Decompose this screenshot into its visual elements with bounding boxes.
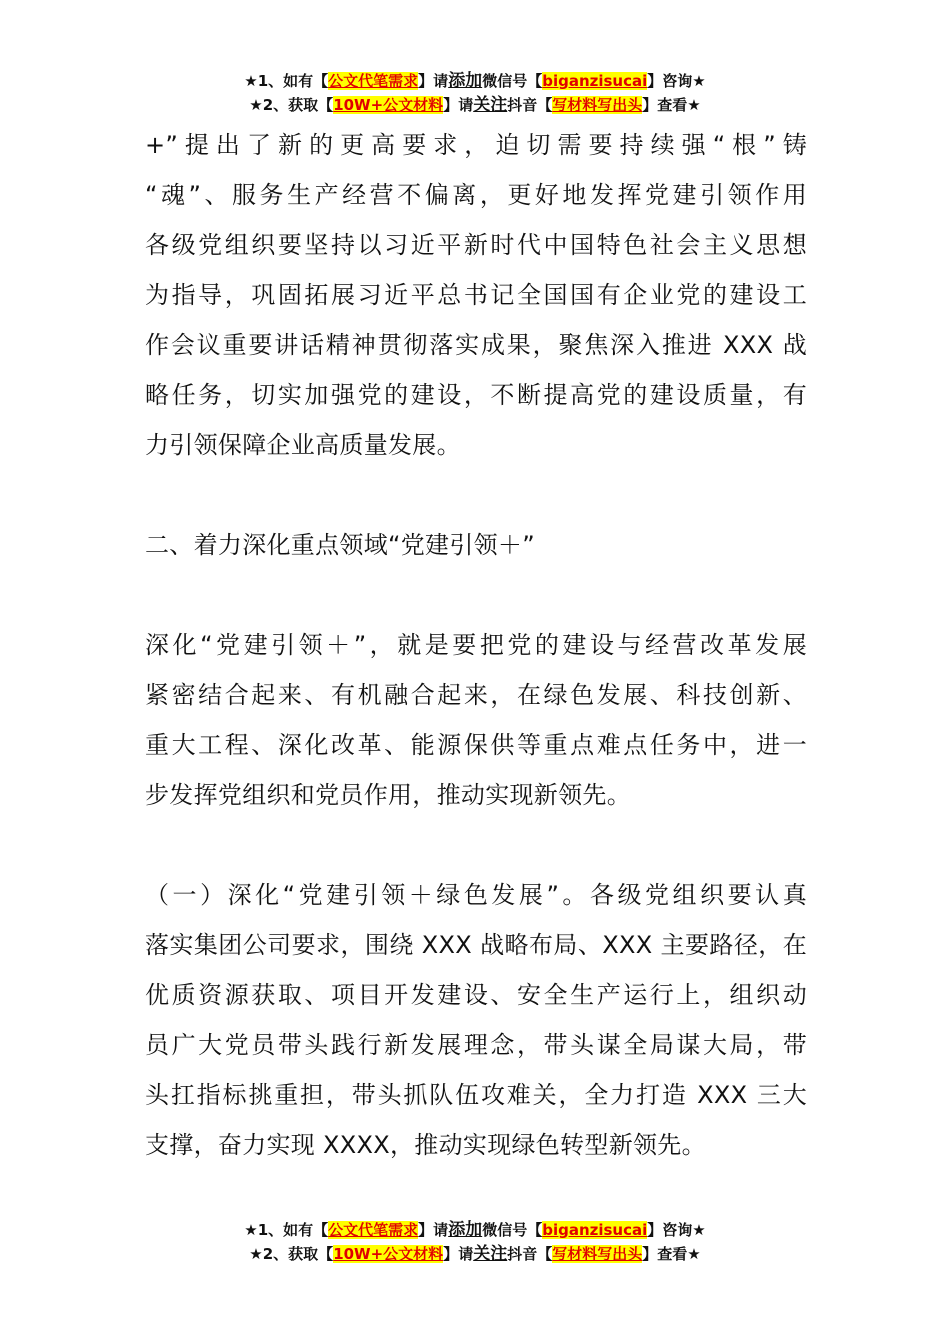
text-line: 二、着力深化重点领域“党建引领＋”: [145, 531, 535, 559]
promo-highlight: 写材料写出头: [552, 96, 643, 114]
paragraph: [145, 870, 807, 1170]
promo-highlight: 公文代笔需求: [328, 1221, 419, 1239]
promo-line-2: [0, 93, 950, 117]
text-line: 紧密结合起来、有机融合起来，在绿色发展、科技创新、: [145, 681, 807, 709]
paragraph: [145, 620, 807, 820]
promo-text: 微信号【: [482, 1221, 543, 1239]
text-line: 重大工程、深化改革、能源保供等重点难点任务中，进一: [145, 731, 807, 759]
paragraph: [145, 120, 807, 470]
text-line: 各级党组织要坚持以习近平新时代中国特色社会主义思想: [145, 231, 807, 259]
promo-highlight: biganzisucai: [542, 1221, 648, 1239]
promo-text: ★2、获取【: [249, 96, 334, 114]
promo-banner-bottom: [0, 1218, 950, 1266]
promo-text: 】请: [418, 72, 449, 90]
promo-underline: 关注: [473, 1244, 508, 1264]
promo-line-2: [0, 1242, 950, 1266]
text-line: 支撑，奋力实现 XXXX，推动实现绿色转型新领先。: [145, 1131, 706, 1159]
promo-line-1: [0, 69, 950, 93]
text-line: 头扛指标挑重担，带头抓队伍攻难关，全力打造 XXX 三大: [145, 1081, 807, 1109]
promo-text: 】请: [418, 1221, 449, 1239]
promo-text: 微信号【: [482, 72, 543, 90]
text-line: 落实集团公司要求，围绕 XXX 战略布局、XXX 主要路径，在: [145, 931, 807, 959]
promo-text: 】咨询★: [647, 1221, 706, 1239]
paragraph-gap: [145, 820, 807, 870]
promo-text: 抖音【: [507, 96, 553, 114]
promo-text: ★1、如有【: [244, 72, 329, 90]
promo-text: 抖音【: [507, 1245, 553, 1263]
promo-highlight: 公文代笔需求: [328, 72, 419, 90]
text-line: （一）深化“党建引领＋绿色发展”。各级党组织要认真: [145, 881, 807, 909]
text-line: 深化“党建引领＋”，就是要把党的建设与经营改革发展: [145, 631, 807, 659]
promo-highlight: biganzisucai: [542, 72, 648, 90]
text-line: 员广大党员带头践行新发展理念，带头谋全局谋大局，带: [145, 1031, 807, 1059]
promo-underline: 添加: [448, 71, 483, 91]
promo-banner-top: [0, 69, 950, 117]
promo-underline: 添加: [448, 1220, 483, 1240]
promo-text: 】查看★: [642, 1245, 701, 1263]
paragraph-gap: [145, 470, 807, 520]
promo-highlight: 10W+公文材料: [333, 96, 444, 114]
promo-text: 】请: [443, 1245, 474, 1263]
promo-text: ★1、如有【: [244, 1221, 329, 1239]
promo-highlight: 写材料写出头: [552, 1245, 643, 1263]
promo-text: 】查看★: [642, 96, 701, 114]
document-body: [145, 120, 807, 1170]
text-line: 步发挥党组织和党员作用，推动实现新领先。: [145, 781, 631, 809]
promo-underline: 关注: [473, 95, 508, 115]
text-line: 作会议重要讲话精神贯彻落实成果，聚焦深入推进 XXX 战: [145, 331, 807, 359]
promo-text: 】咨询★: [647, 72, 706, 90]
promo-text: ★2、获取【: [249, 1245, 334, 1263]
promo-line-1: [0, 1218, 950, 1242]
text-line: +”提出了新的更高要求，迫切需要持续强“根”铸: [145, 131, 807, 159]
text-line: 略任务，切实加强党的建设，不断提高党的建设质量，有: [145, 381, 807, 409]
section-heading: [145, 520, 807, 570]
text-line: “魂”、服务生产经营不偏离，更好地发挥党建引领作用: [145, 181, 807, 209]
text-line: 为指导，巩固拓展习近平总书记全国国有企业党的建设工: [145, 281, 807, 309]
promo-text: 】请: [443, 96, 474, 114]
promo-highlight: 10W+公文材料: [333, 1245, 444, 1263]
text-line: 优质资源获取、项目开发建设、安全生产运行上，组织动: [145, 981, 807, 1009]
paragraph-gap: [145, 570, 807, 620]
text-line: 力引领保障企业高质量发展。: [145, 431, 461, 459]
